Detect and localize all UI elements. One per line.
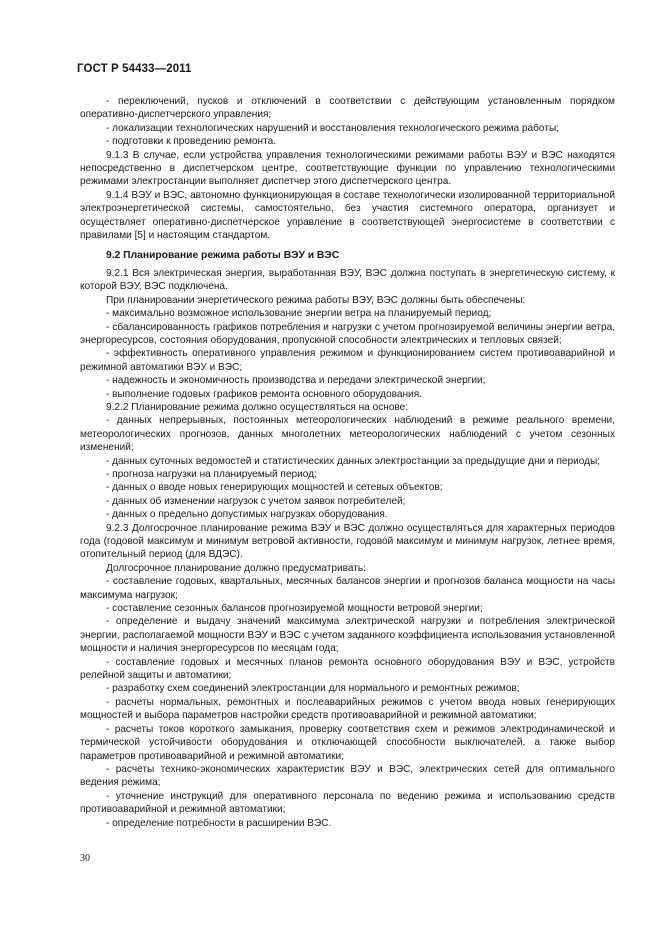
paragraph: - разработку схем соединений электростанции для нормального и ремонтных режимов;: [106, 683, 520, 695]
paragraph: - прогноза нагрузки на планируемый период;: [106, 468, 317, 480]
paragraph: 9.1.4 ВЭУ и ВЭС, автономно функционирующая в составе технологически изолированной территориальной электроэнергетической системы, самостоятельно, без участия системного оператора, организует и осуществляет оперативно-диспетчерское управление в соответствующей энергосистеме в соответствии с правилами [5] и настоящим стандартом.: [80, 189, 615, 242]
paragraph: - определение потребности в расширении ВЭС.: [106, 817, 332, 829]
paragraph: - расчеты токов короткого замыкания, проверку соответствия схем и режимов электродинамической и термической устойчивости оборудования и отключающей способности выключателей, а также выбор параметров противоаварийной и режимной автоматики;: [80, 723, 615, 762]
paragraph: - определение и выдачу значений максимума электрической нагрузки и потребления электрической энергии, располагаемой мощности ВЭУ и ВЭС с учетом заданного коэффициента использования установленной мощности и наличия энергоресурсов по месяцам года;: [80, 616, 615, 655]
paragraph: - расчеты технико-экономических характеристик ВЭУ и ВЭС, электрических сетей для оптимального ведения режима;: [80, 763, 615, 789]
document-body: [80, 95, 615, 830]
paragraph: - данных об изменении нагрузок с учетом заявок потребителей;: [106, 495, 406, 507]
paragraph: - надежность и экономичность производства и передачи электрической энергии;: [106, 375, 486, 387]
paragraph: - расчеты нормальных, ремонтных и послеаварийных режимов с учетом ввода новых генерирующих мощностей и выбора параметров настройки средств противоаварийной и режимной автоматики;: [80, 696, 615, 722]
paragraph: - максимально возможное использование энергии ветра на планируемый период;: [106, 308, 492, 320]
paragraph: 9.2.2 Планирование режима должно осуществляться на основе:: [106, 401, 409, 413]
section-heading: 9.2 Планирование режима работы ВЭУ и ВЭС: [106, 250, 340, 262]
paragraph: - уточнение инструкций для оперативного персонала по ведению режима и использованию средств противоаварийной и режимной автоматики;: [80, 790, 615, 816]
paragraph: 9.1.3 В случае, если устройства управления технологическими режимами работы ВЭУ и ВЭС находятся непосредственно в диспетчерском центре, соответствующие функции по управлению технологическими режимами электростанции выполняет диспетчер этого диспетчерского центра.: [80, 149, 615, 188]
page-number: 30: [80, 853, 90, 864]
paragraph: - составление годовых и месячных планов ремонта основного оборудования ВЭУ и ВЭС, устройств релейной защиты и автоматики;: [80, 656, 615, 682]
paragraph: - составление годовых, квартальных, месячных балансов энергии и прогнозов баланса мощности на часы максимума нагрузок;: [80, 576, 615, 601]
paragraph: - составление сезонных балансов прогнозируемой мощности ветровой энергии;: [106, 603, 483, 615]
paragraph: 9.2.1 Вся электрическая энергия, выработанная ВЭУ, ВЭС должна поступать в энергетическую систему, к которой ВЭУ, ВЭС подключена.: [80, 267, 615, 293]
paragraph: Долгосрочное планирование должно предусматривать:: [106, 562, 366, 574]
paragraph: - выполнение годовых графиков ремонта основного оборудования.: [106, 388, 422, 400]
paragraph: - локализации технологических нарушений и восстановления технологического режима работы;: [106, 122, 560, 134]
document-header: ГОСТ Р 54433—2011: [77, 63, 192, 75]
paragraph: При планировании энергетического режима работы ВЭУ, ВЭС должны быть обеспечены:: [106, 294, 526, 306]
paragraph: - сбалансированность графиков потребления и нагрузки с учетом прогнозируемой величины энергии ветра, энергоресурсов, состояния оборудования, пропускной способности электрических и тепловых связей;: [80, 321, 615, 346]
paragraph: - эффективность оперативного управления режимом и функционированием систем противоаварийной и режимной автоматики ВЭУ и ВЭС;: [80, 348, 615, 373]
paragraph: - данных о предельно допустимых нагрузках оборудования.: [106, 509, 388, 521]
paragraph: 9.2.3 Долгосрочное планирование режима ВЭУ и ВЭС должно осуществляться для характерных периодов года (годовой максимум и минимум ветровой активности, годовой максимум и минимум нагрузок, летнее время, отопительный период (для ВДЭС).: [80, 522, 615, 561]
paragraph: - подготовки к проведению ремонта.: [106, 136, 277, 148]
paragraph: - данных о вводе новых генерирующих мощностей и сетевых объектов;: [106, 482, 443, 494]
paragraph: - переключений, пусков и отключений в соответствии с действующим установленным порядком оперативно-диспетчерского управления;: [80, 96, 615, 121]
paragraph: - данных непрерывных, постоянных метеорологических наблюдений в режиме реального времени, метеорологических прогнозов, данных многолетних метеорологических наблюдений с учетом сезонных изменений;: [80, 415, 615, 454]
paragraph: - данных суточных ведомостей и статистических данных электростанции за предыдущие дни и периоды;: [106, 455, 601, 467]
